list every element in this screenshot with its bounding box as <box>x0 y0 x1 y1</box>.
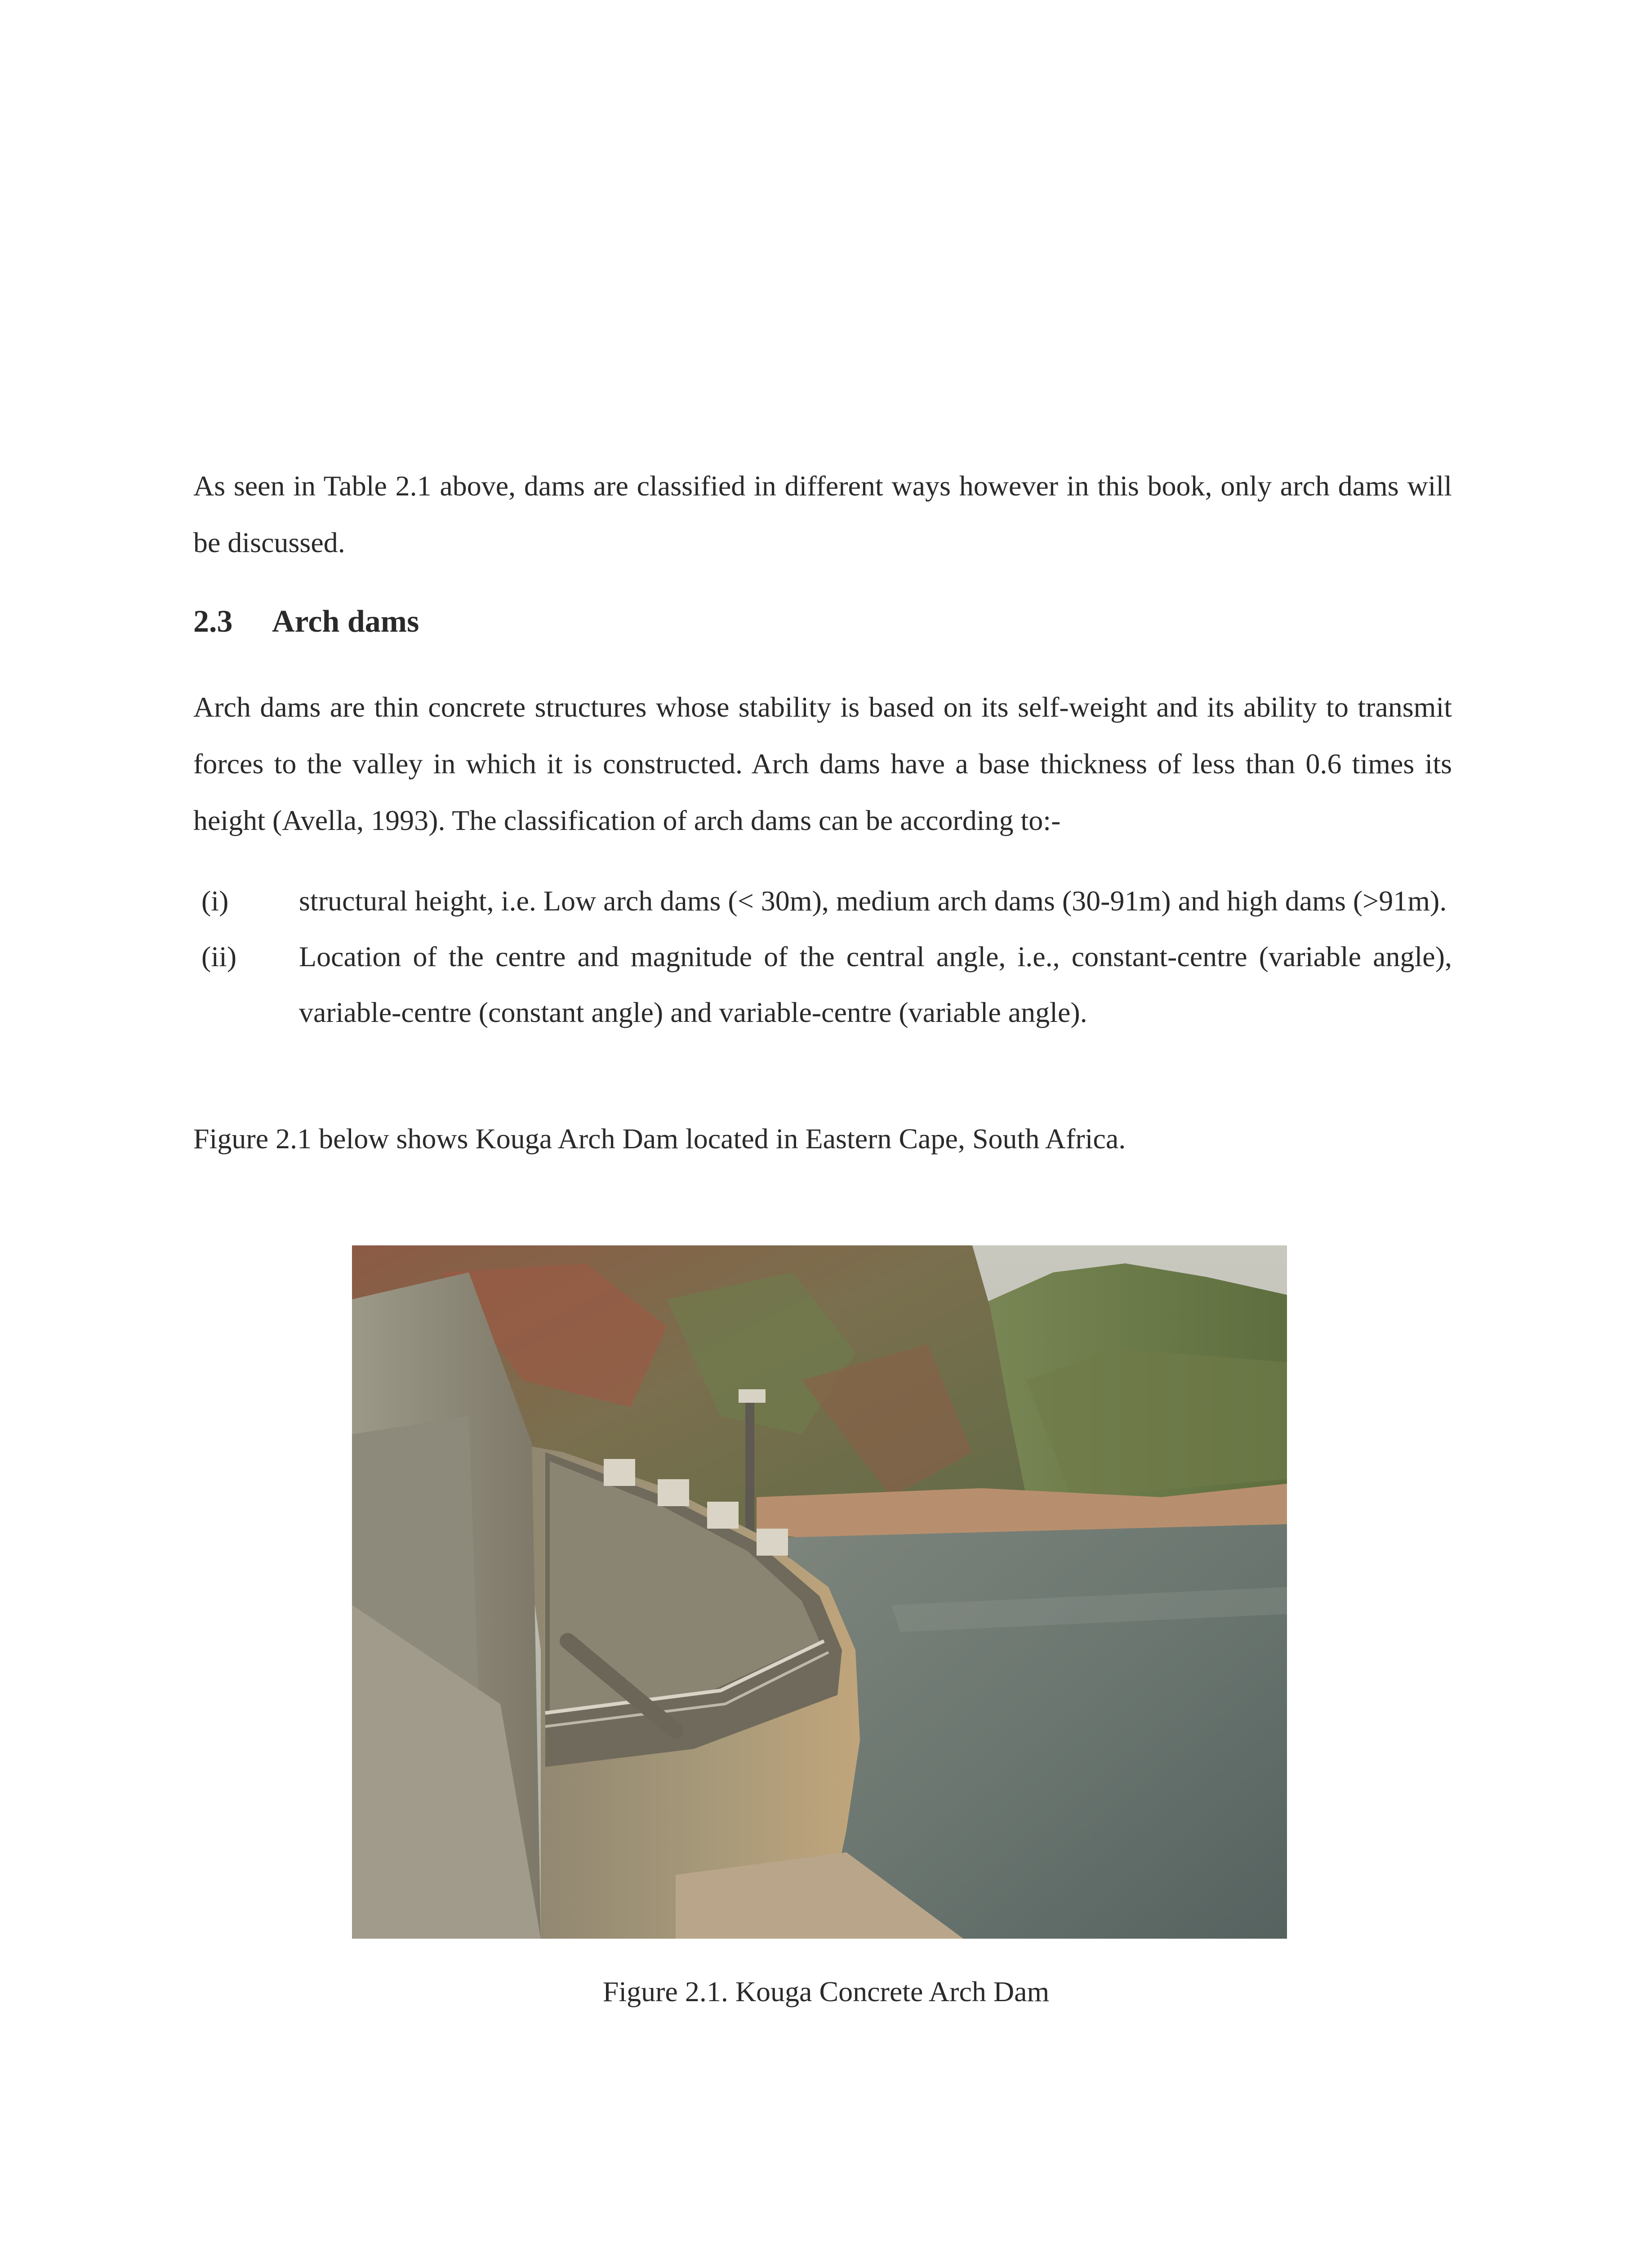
list-marker: (i) <box>201 885 229 917</box>
list-marker: (ii) <box>201 941 237 972</box>
section-heading <box>193 593 419 650</box>
intro-paragraph: As seen in Table 2.1 above, dams are classified in different ways however in this book, only arch dams will be discussed. <box>193 470 1452 558</box>
list-item <box>193 873 1452 929</box>
arch-dams-paragraph: Arch dams are thin concrete structures whose stability is based on its self-weight and its ability to transmit forces to the valley in which it is constructed. Arch dams have a base thickness of less than 0.6 times its height (Avella, 1993). The classification of arch dams can be according to:- <box>193 691 1452 836</box>
classification-list <box>193 873 1452 1040</box>
dam-photo <box>352 1245 1287 1939</box>
figure-caption: Figure 2.1. Kouga Concrete Arch Dam <box>602 1976 1050 2007</box>
list-item <box>193 929 1452 1040</box>
figure-intro-paragraph: Figure 2.1 below shows Kouga Arch Dam located in Eastern Cape, South Africa. <box>193 1123 1126 1155</box>
list-item-text: structural height, i.e. Low arch dams (< 30m), medium arch dams (30-91m) and high dams (>91m). <box>299 885 1447 917</box>
section-number: 2.3 <box>193 604 233 639</box>
list-item-text: Location of the centre and magnitude of the central angle, i.e., constant-centre (variable angle), variable-centre (constant angle) and variable-centre (variable angle). <box>299 941 1452 1028</box>
section-title: Arch dams <box>272 604 419 639</box>
